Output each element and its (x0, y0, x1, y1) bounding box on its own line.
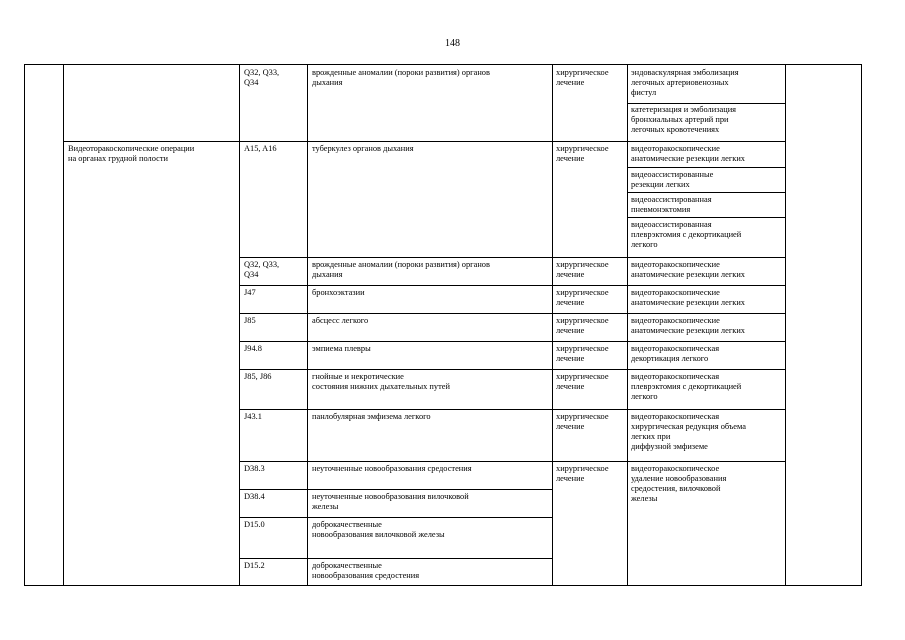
treatment-type: хирургическое лечение (556, 144, 609, 163)
disease-name: доброкачественные новообразования средостения (312, 561, 420, 580)
disease-codes: J94.8 (244, 344, 262, 353)
disease-codes: Q32, Q33, Q34 (244, 260, 280, 279)
disease-codes: J43.1 (244, 412, 262, 421)
procedure-method: видеоторакоскопические анатомические резекции легких (631, 288, 745, 307)
disease-codes: Q32, Q33, Q34 (244, 68, 280, 87)
row-divider (627, 103, 785, 104)
row-divider (239, 517, 552, 518)
procedure-method: видеоторакоскопическая декортикация легкого (631, 344, 720, 363)
treatment-type: хирургическое лечение (556, 288, 609, 307)
row-divider (239, 489, 552, 490)
procedure-method: видеоторакоскопические анатомические резекции легких (631, 144, 745, 163)
disease-name: неуточненные новообразования средостения (312, 464, 472, 473)
procedure-method: видеоторакоскопические анатомические резекции легких (631, 316, 745, 335)
column-divider (627, 65, 628, 585)
procedure-method: видеоассистированные резекции легких (631, 170, 714, 189)
disease-name: гнойные и некротические состояния нижних дыхательных путей (312, 372, 450, 391)
row-divider (239, 341, 785, 342)
row-divider (239, 369, 785, 370)
disease-codes: D15.0 (244, 520, 265, 529)
column-divider (239, 65, 240, 585)
disease-codes: D38.3 (244, 464, 265, 473)
disease-name: врожденные аномалии (пороки развития) органов дыхания (312, 68, 490, 87)
row-divider (239, 285, 785, 286)
procedure-method: катетеризация и эмболизация бронхиальных артерий при легочных кровотечениях (631, 105, 737, 134)
procedure-method: видеоторакоскопическая хирургическая редукция объема легких при диффузной эмфиземе (631, 412, 746, 451)
row-divider (627, 167, 785, 168)
row-divider (627, 217, 785, 218)
medical-care-table (24, 64, 862, 586)
column-divider (785, 65, 786, 585)
row-divider (239, 461, 785, 462)
row-divider (239, 257, 785, 258)
disease-name: неуточненные новообразования вилочковой железы (312, 492, 469, 511)
disease-name: врожденные аномалии (пороки развития) органов дыхания (312, 260, 490, 279)
procedure-method: видеоторакоскопическая плеврэктомия с декортикацией легкого (631, 372, 742, 401)
column-divider (63, 65, 64, 585)
treatment-type: хирургическое лечение (556, 68, 609, 87)
row-divider (63, 141, 785, 142)
column-divider (552, 65, 553, 585)
treatment-type: хирургическое лечение (556, 344, 609, 363)
page-number: 148 (445, 38, 460, 49)
disease-name: панлобулярная эмфизема легкого (312, 412, 431, 421)
treatment-type: хирургическое лечение (556, 316, 609, 335)
procedure-method: видеоторакоскопические анатомические резекции легких (631, 260, 745, 279)
procedure-method: видеоассистированная плеврэктомия с декортикацией легкого (631, 220, 742, 249)
disease-name: доброкачественные новообразования вилочковой железы (312, 520, 445, 539)
method-name: Видеоторакоскопические операции на органах грудной полости (68, 144, 195, 163)
disease-codes: D15.2 (244, 561, 265, 570)
row-divider (239, 558, 552, 559)
treatment-type: хирургическое лечение (556, 464, 609, 483)
procedure-method: видеоассистированная пневмонэктомия (631, 195, 712, 214)
procedure-method: эндоваскулярная эмболизация легочных артериовенозных фистул (631, 68, 739, 97)
row-divider (627, 192, 785, 193)
procedure-method: видеоторакоскопическое удаление новообразования средостения, вилочковой железы (631, 464, 727, 503)
column-divider (307, 65, 308, 585)
disease-codes: J47 (244, 288, 256, 297)
disease-name: абсцесс легкого (312, 316, 369, 325)
row-divider (239, 313, 785, 314)
treatment-type: хирургическое лечение (556, 372, 609, 391)
treatment-type: хирургическое лечение (556, 260, 609, 279)
disease-codes: A15, A16 (244, 144, 277, 153)
treatment-type: хирургическое лечение (556, 412, 609, 431)
disease-name: эмпиема плевры (312, 344, 371, 353)
row-divider (239, 409, 785, 410)
disease-codes: J85, J86 (244, 372, 272, 381)
disease-codes: J85 (244, 316, 256, 325)
disease-name: туберкулез органов дыхания (312, 144, 414, 153)
disease-codes: D38.4 (244, 492, 265, 501)
disease-name: бронхоэктазии (312, 288, 365, 297)
